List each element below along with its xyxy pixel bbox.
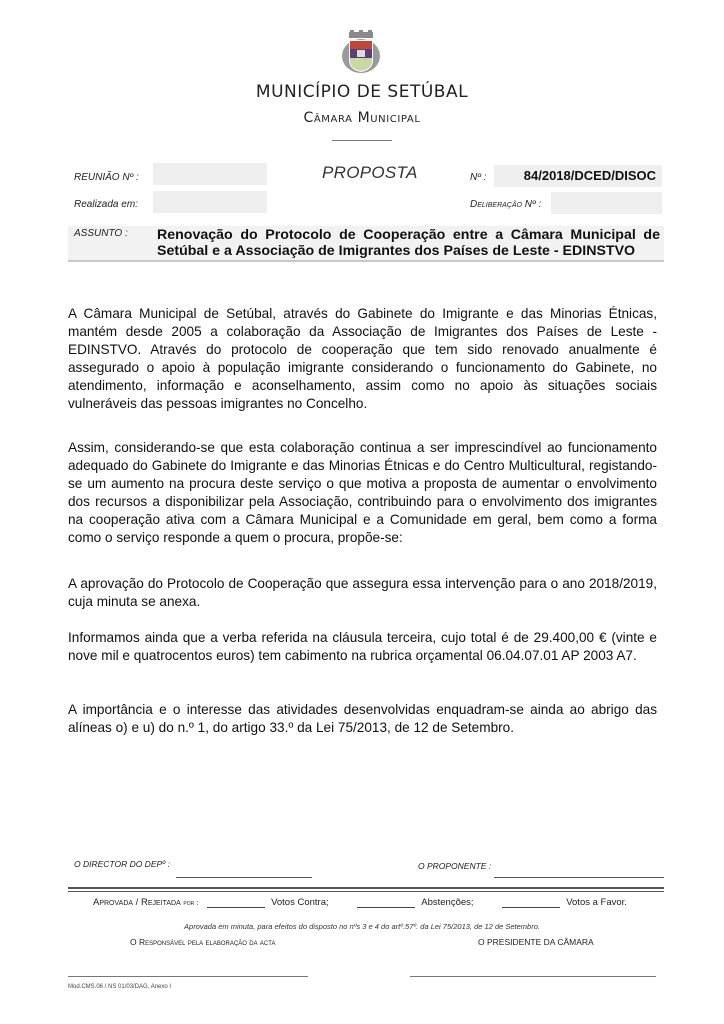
presidente-signature-line[interactable]: [410, 976, 656, 977]
realizada-label: Realizada em:: [74, 199, 138, 210]
votos-favor-field[interactable]: [502, 897, 560, 908]
responsavel-label: O Responsável pela elaboração da acta: [130, 937, 276, 947]
subject-text: Renovação do Protocolo de Cooperação entre a Câmara Municipal de Setúbal e a Associação de Imigrantes dos Países de Leste - EDINSTVO: [157, 227, 660, 259]
header-divider: [332, 140, 392, 141]
aprovada-rejeitada-label: Aprovada / Rejeitada: [93, 897, 181, 908]
reuniao-field[interactable]: [153, 163, 267, 185]
municipal-coat-of-arms-icon: [340, 30, 382, 76]
document-type-title: PROPOSTA: [322, 163, 418, 182]
subject-label: ASSUNTO :: [74, 228, 128, 239]
body-paragraph: Informamos ainda que a verba referida na cláusula terceira, cujo total é de 29.400,00 € (vinte e nove mil e quatrocentos euros) tem cabimento na rubrica orçamental 06.04.07.01 AP 2003 A7.: [68, 630, 657, 663]
por-label: por :: [183, 898, 199, 907]
responsavel-signature-line[interactable]: [68, 976, 308, 977]
deliberacao-label: Deliberação Nº :: [470, 199, 542, 210]
abstencoes-label: Abstenções;: [421, 897, 474, 908]
deliberacao-field[interactable]: [551, 192, 662, 214]
organization-subtitle: Câmara Municipal: [303, 110, 421, 126]
reuniao-label: REUNIÃO Nº :: [74, 172, 139, 183]
realizada-field[interactable]: [153, 191, 267, 213]
organization-name: MUNICÍPIO DE SETÚBAL: [255, 82, 469, 102]
votos-contra-label: Votos Contra;: [271, 897, 329, 908]
body-paragraph: Assim, considerando-se que esta colaboração continua a ser imprescindível ao funcionamento adequado do Gabinete do Imigrante e das Minorias Étnicas e do Centro Multicultural, registando-se um aumento na procura deste serviço o que motiva a proposta de aumentar o envolvimento dos recursos a disponibilizar pela Associação, contribuindo para o envolvimento dos imigrantes na cooperação ativa com a Câmara Municipal e a Comunidade em geral, bem como a forma como o serviço responde a quem o procura, propõe-se:: [68, 440, 657, 545]
votos-contra-field[interactable]: [207, 897, 265, 908]
form-reference: Mod.CMS.06 / NS 01/03/DAG, Anexo I: [68, 984, 172, 990]
section-divider: [68, 887, 664, 889]
abstencoes-field[interactable]: [357, 897, 415, 908]
numero-field[interactable]: 84/2018/DCED/DISOC: [494, 165, 662, 187]
proponente-signature-line[interactable]: [494, 877, 664, 878]
body-paragraph: A importância e o interesse das atividades desenvolvidas enquadram-se ainda ao abrigo das alíneas o) e u) do n.º 1, do artigo 33.º da Lei 75/2013, de 12 de Setembro.: [68, 702, 657, 735]
director-label: O DIRECTOR DO DEPº :: [74, 859, 170, 869]
presidente-label: O PRESIDENTE DA CÂMARA: [478, 937, 594, 947]
body-paragraph: A aprovação do Protocolo de Cooperação que assegura essa intervenção para o ano 2018/2019, cuja minuta se anexa.: [68, 576, 657, 609]
votes-row: [93, 897, 627, 908]
director-signature-line[interactable]: [176, 877, 312, 878]
body-paragraph: A Câmara Municipal de Setúbal, através do Gabinete do Imigrante e das Minorias Étnicas, mantém desde 2005 a colaboração da Associação de Imigrantes dos Países de Leste - EDINSTVO. Através do protocolo de cooperação que tem sido renovado anualmente é assegurado o apoio à população imigrante considerando o funcionamento do Gabinete, no atendimento, informação e aconselhamento, assim como no apoio às situações sociais vulneráveis das pessoas imigrantes no Concelho.: [68, 306, 657, 411]
votos-favor-label: Votos a Favor.: [566, 897, 627, 908]
proponente-label: O PROPONENTE :: [418, 861, 492, 871]
minuta-note: Aprovada em minuta, para efeitos do disposto no nºs 3 e 4 do artº.57º. da Lei 75/2013, de 12 de Setembro.: [184, 922, 540, 931]
numero-label: Nº :: [470, 172, 487, 183]
section-divider: [68, 891, 664, 892]
